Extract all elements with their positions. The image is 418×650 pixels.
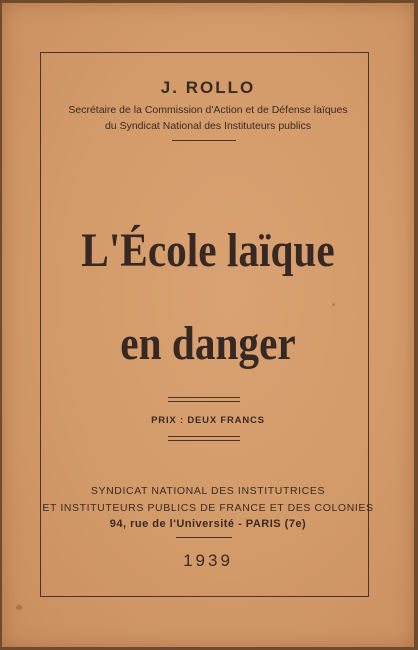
publisher-line-1: SYNDICAT NATIONAL DES INSTITUTRICES — [90, 485, 326, 497]
publication-year: 1939 — [183, 551, 233, 570]
book-cover — [2, 3, 414, 647]
paper-stain — [332, 303, 335, 306]
title-line-2: en danger — [120, 317, 296, 370]
divider-below-price-1 — [168, 436, 240, 437]
divider-above-year — [176, 537, 232, 538]
author-name: J. ROLLO — [160, 78, 256, 97]
price-label: PRIX : DEUX FRANCS — [151, 415, 265, 426]
publisher-line-2: ET INSTITUTEURS PUBLICS DE FRANCE ET DES COLONIES — [42, 502, 374, 514]
author-role-line-2: du Syndicat National des Instituteurs publics — [104, 120, 312, 132]
divider-above-price-2 — [168, 401, 240, 402]
divider-under-author — [172, 140, 236, 141]
author-role-line-1: Secrétaire de la Commission d'Action et de Défense laïques — [68, 104, 348, 116]
divider-below-price-2 — [168, 440, 240, 441]
paper-stain — [16, 605, 22, 610]
publisher-address: 94, rue de l'Université - PARIS (7e) — [109, 518, 307, 530]
title-line-1: L'École laïque — [81, 224, 335, 277]
divider-above-price-1 — [168, 397, 240, 398]
